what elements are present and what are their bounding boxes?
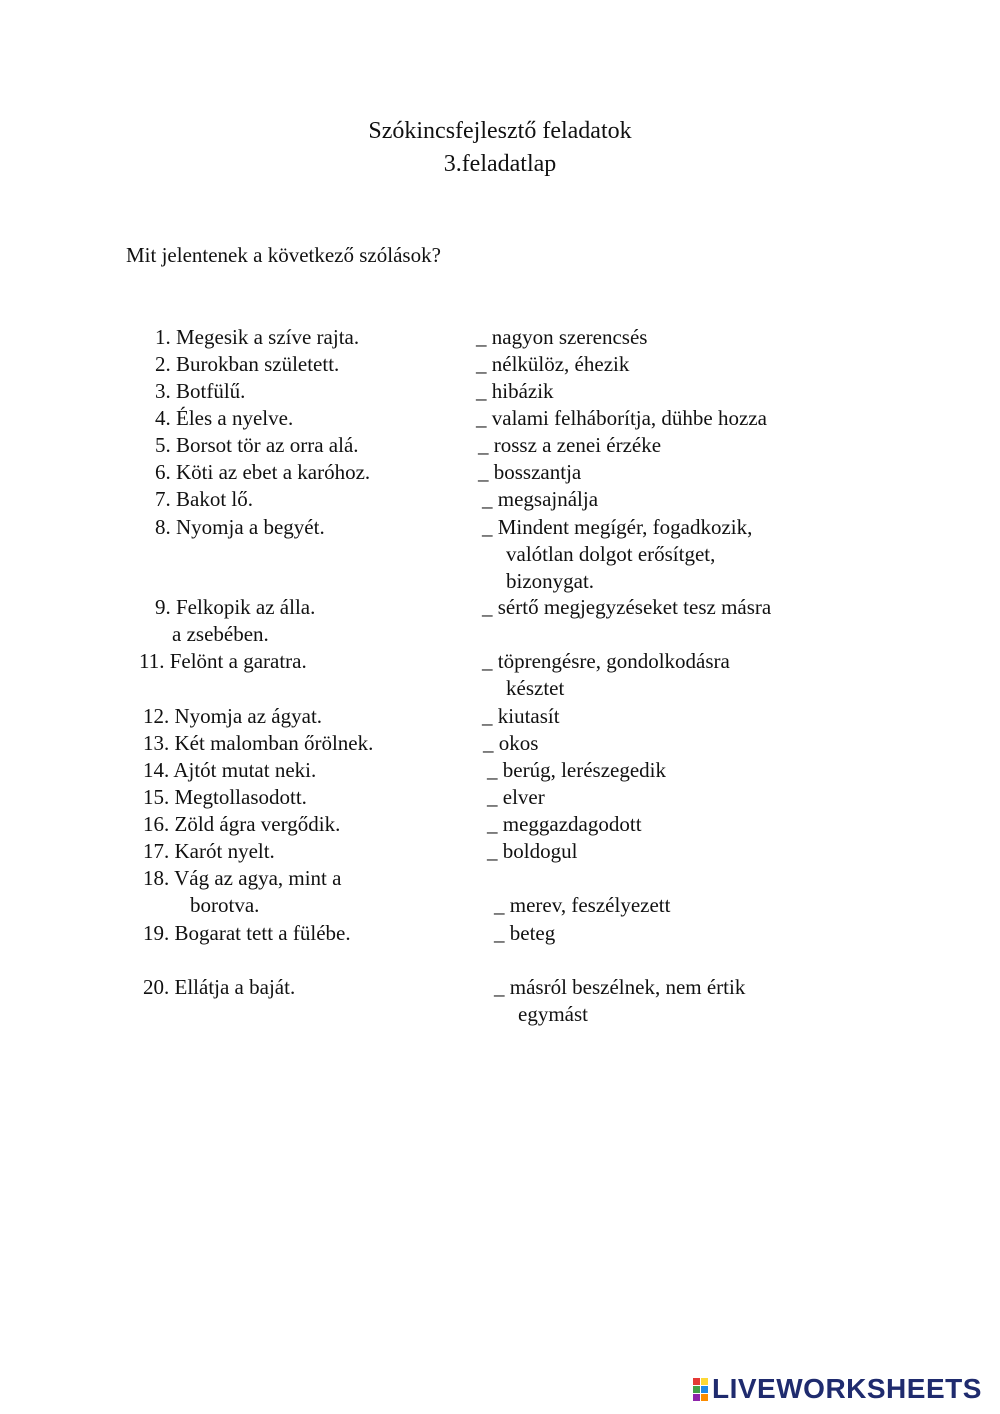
idiom-item-9-cont: a zsebében. [172, 622, 269, 646]
meaning-item-16: _ boldogul [487, 839, 578, 863]
instruction-text: Mit jelentenek a következő szólások? [126, 243, 441, 267]
meaning-item-10: _ töprengésre, gondolkodásra [482, 649, 730, 673]
idiom-item-17: 17. Karót nyelt. [143, 839, 275, 863]
page-subtitle: 3.feladatlap [443, 151, 557, 177]
meaning-item-8: _ Mindent megígér, fogadkozik, [482, 515, 753, 539]
idiom-item-5: 5. Borsot tör az orra alá. [155, 433, 359, 457]
idiom-item-18: 18. Vág az agya, mint a [143, 866, 342, 890]
idiom-item-9: 9. Felkopik az álla. [155, 595, 316, 619]
meaning-item-11: _ kiutasít [482, 704, 560, 728]
meaning-item-19: _ másról beszélnek, nem értik [494, 975, 746, 999]
meaning-item-2: _ nélkülöz, éhezik [476, 352, 630, 376]
idiom-item-14: 14. Ajtót mutat neki. [143, 758, 317, 782]
idiom-item-6: 6. Köti az ebet a karóhoz. [155, 460, 371, 484]
meaning-item-12: _ okos [483, 731, 539, 755]
meaning-item-6: _ bosszantja [478, 460, 582, 484]
meaning-item-18: _ beteg [494, 921, 556, 945]
logo-mark-icon [693, 1378, 708, 1401]
logo-square [693, 1394, 700, 1401]
meaning-item-8-cont1: valótlan dolgot erősítget, [506, 542, 716, 566]
logo-square [701, 1378, 708, 1385]
meaning-item-14: _ elver [487, 785, 545, 809]
idiom-item-15: 15. Megtollasodott. [143, 785, 307, 809]
idiom-item-20: 20. Ellátja a baját. [143, 975, 296, 999]
meaning-item-10-cont: késztet [506, 676, 565, 700]
meaning-item-13: _ berúg, lerészegedik [487, 758, 667, 782]
idiom-item-13: 13. Két malomban őrölnek. [143, 731, 374, 755]
idiom-item-18-cont: borotva. [190, 893, 260, 917]
idiom-item-1: 1. Megesik a szíve rajta. [155, 325, 360, 349]
idiom-item-11: 11. Felönt a garatra. [139, 649, 307, 673]
logo-square [701, 1394, 708, 1401]
meaning-item-7: _ megsajnálja [482, 487, 599, 511]
page-title: Szókincsfejlesztő feladatok [368, 118, 632, 144]
idiom-item-16: 16. Zöld ágra vergődik. [143, 812, 341, 836]
idiom-item-12: 12. Nyomja az ágyat. [143, 704, 323, 728]
meaning-item-17: _ merev, feszélyezett [494, 893, 671, 917]
meaning-item-1: _ nagyon szerencsés [476, 325, 648, 349]
meaning-item-9: _ sértő megjegyzéseket tesz másra [482, 595, 772, 619]
logo-square [693, 1378, 700, 1385]
meaning-item-15: _ meggazdagodott [487, 812, 642, 836]
idiom-item-7: 7. Bakot lő. [155, 487, 253, 511]
meaning-item-4: _ valami felháborítja, dühbe hozza [476, 406, 767, 430]
idiom-item-19: 19. Bogarat tett a fülébe. [143, 921, 351, 945]
idiom-item-4: 4. Éles a nyelve. [155, 406, 294, 430]
liveworksheets-logo [693, 1372, 982, 1406]
idiom-item-8: 8. Nyomja a begyét. [155, 515, 325, 539]
meaning-item-19-cont: egymást [518, 1002, 588, 1026]
logo-text: LIVEWORKSHEETS [712, 1373, 982, 1404]
idiom-item-3: 3. Botfülű. [155, 379, 246, 403]
logo-square [693, 1386, 700, 1393]
meaning-item-3: _ hibázik [476, 379, 554, 403]
idiom-item-2: 2. Burokban született. [155, 352, 340, 376]
meaning-item-5: _ rossz a zenei érzéke [478, 433, 662, 457]
meaning-item-8-cont2: bizonygat. [506, 569, 595, 593]
logo-square [701, 1386, 708, 1393]
